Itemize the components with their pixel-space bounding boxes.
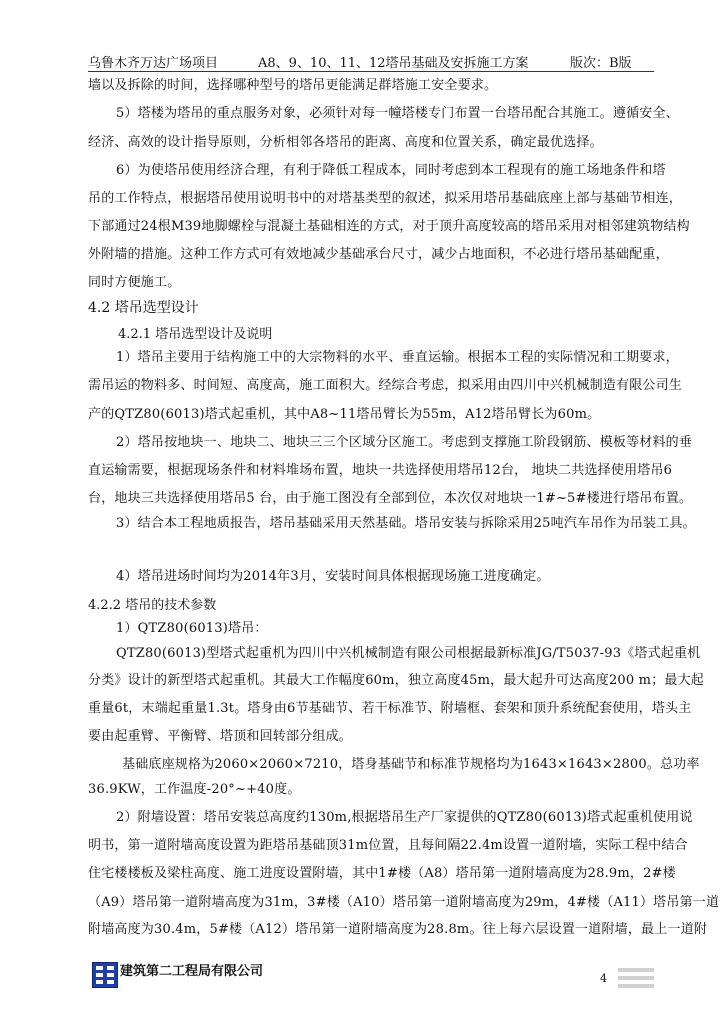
- footer-company-name: 建筑第二工程局有限公司: [120, 964, 264, 979]
- paragraph-line: 住宅楼楼板及梁柱高度、施工进度设置附墙，其中1#楼（A8）塔吊第一道附墙高度为28.9m，2#楼: [88, 866, 676, 881]
- paragraph-line: 要由起重臂、平衡臂、塔顶和回转部分组成。: [88, 729, 353, 744]
- paragraph-line: 分类》设计的新型塔式起重机。其最大工作幅度60m，独立高度45m，最大起升可达高度200 m；最大起: [88, 673, 705, 688]
- header-version: 版次：B版: [570, 56, 632, 71]
- paragraph-line: 外附墙的措施。这种工作方式可有效地减少基础承台尺寸，减少占地面积，不必进行塔吊基础配重，: [88, 247, 669, 262]
- paragraph-line: 直运输需要，根据现场条件和材料堆场布置，地块一共选择使用塔吊12台， 地块二共选择使用塔吊6: [88, 463, 673, 478]
- paragraph-line: 5）塔楼为塔吊的重点服务对象，必须针对每一幢塔楼专门布置一台塔吊配合其施工。遵循安全、: [116, 106, 679, 121]
- paragraph-line: 台，地块三共选择使用塔吊5 台，由于施工图没有全部到位，本次仅对地块一1#~5#楼进行塔吊布置。: [88, 491, 693, 506]
- company-logo-icon: [92, 962, 118, 988]
- paragraph-line: 明书，第一道附墙高度设置为距塔吊基础顶31m位置，且每间隔22.4m设置一道附墙，实际工程中结合: [88, 838, 688, 853]
- paragraph-line: 1）QTZ80(6013)塔吊：: [116, 621, 268, 636]
- footer-decoration-icon: [618, 966, 654, 994]
- paragraph-line: 需吊运的物料多、时间短、高度高，施工面积大。经综合考虑，拟采用由四川中兴机械制造有限公司生: [88, 378, 683, 393]
- paragraph-line: （A9）塔吊第一道附墙高度为31m，3#楼（A10）塔吊第一道附墙高度为29m，4#楼（A11）塔吊第一道: [88, 895, 720, 910]
- paragraph-line: 3）结合本工程地质报告，塔吊基础采用天然基础。塔吊安装与拆除采用25吨汽车吊作为吊装工具。: [116, 516, 696, 531]
- paragraph-line: 吊的工作特点，根据塔吊使用说明书中的对塔基类型的叙述，拟采用塔吊基础底座上部与基础节相连，: [88, 191, 683, 206]
- paragraph-line: 1）塔吊主要用于结构施工中的大宗物料的水平、垂直运输。根据本工程的实际情况和工期要求，: [116, 350, 679, 365]
- paragraph-line: 经济、高效的设计指导原则，分析相邻各塔吊的距离、高度和位置关系，确定最优选择。: [88, 135, 603, 150]
- paragraph-line: 2）塔吊按地块一、地块二、地块三三个区域分区施工。考虑到支撑施工阶段钢筋、模板等材料的垂: [116, 435, 693, 450]
- page-number: 4: [600, 972, 607, 985]
- paragraph-line: 4）塔吊进场时间均为2014年3月，安装时间具体根据现场施工进度确定。: [116, 569, 550, 584]
- paragraph-line: 同时方便施工。: [88, 275, 181, 290]
- paragraph-line: 墙以及拆除的时间，选择哪种型号的塔吊更能满足群塔施工安全要求。: [88, 78, 498, 93]
- paragraph-line: QTZ80(6013)型塔式起重机为四川中兴机械制造有限公司根据最新标准JG/T5037-93《塔式起重机: [116, 646, 701, 661]
- page-header: [88, 51, 654, 72]
- paragraph-line: 基础底座规格为2060×2060×7210，塔身基础节和标准节规格均为1643×1643×2800。总功率: [122, 757, 700, 772]
- section-heading-4-2: 4.2 塔吊选型设计: [88, 300, 199, 316]
- paragraph-line: 2）附墙设置：塔吊安装总高度约130m,根据塔吊生产厂家提供的QTZ80(6013)塔式起重机使用说: [116, 810, 693, 825]
- header-doc-title: A8、9、10、11、12塔吊基础及安拆施工方案: [258, 56, 529, 71]
- paragraph-line: 下部通过24根M39地脚螺栓与混凝土基础相连的方式，对于顶升高度较高的塔吊采用对相邻建筑物结构: [88, 219, 690, 234]
- paragraph-line: 附墙高度为30.4m，5#楼（A12）塔吊第一道附墙高度为28.8m。往上每六层设置一道附墙，最上一道附: [88, 922, 708, 937]
- subsection-heading-4-2-2: 4.2.2 塔吊的技术参数: [88, 598, 217, 613]
- subsection-heading-4-2-1: 4.2.1 塔吊选型设计及说明: [118, 327, 273, 342]
- paragraph-line: 产的QTZ80(6013)塔式起重机，其中A8~11塔吊臂长为55m，A12塔吊臂长为60m。: [88, 407, 601, 422]
- paragraph-line: 6）为使塔吊使用经济合理，有利于降低工程成本，同时考虑到本工程现有的施工场地条件和塔: [116, 163, 666, 178]
- header-project: 乌鲁木齐万达广场项目: [88, 56, 219, 71]
- paragraph-line: 36.9KW，工作温度-20°~+40度。: [88, 782, 301, 797]
- paragraph-line: 重量6t，末端起重量1.3t。塔身由6节基础节、若干标准节、附墙框、套架和顶升系统配套使用，塔头主: [88, 701, 692, 716]
